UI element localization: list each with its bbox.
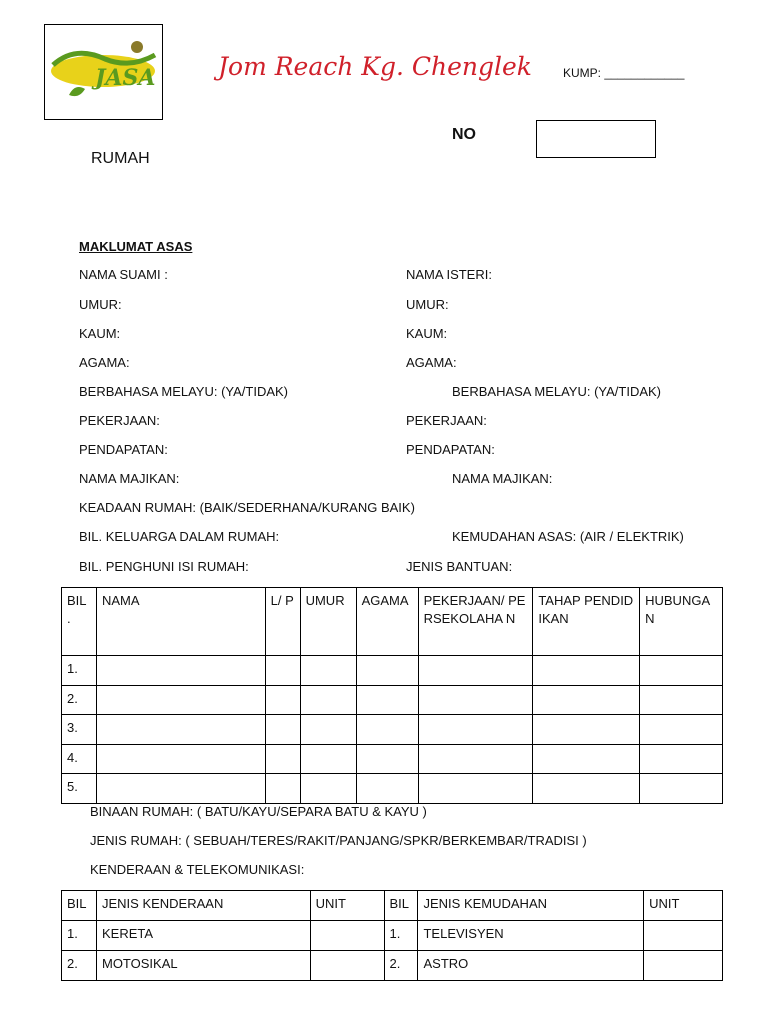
- section-title: MAKLUMAT ASAS: [79, 239, 193, 254]
- rumah-label: RUMAH: [91, 150, 150, 167]
- cell-umur[interactable]: [300, 774, 356, 804]
- row-number: 1.: [62, 656, 97, 686]
- cell-umur[interactable]: [300, 656, 356, 686]
- row-number: 2.: [62, 951, 97, 981]
- cell-umur[interactable]: [300, 715, 356, 745]
- col-header-bil: BIL: [384, 891, 418, 921]
- cell-hubungan[interactable]: [640, 656, 723, 686]
- cell-tahap[interactable]: [533, 656, 640, 686]
- kenderaan-heading: KENDERAAN & TELEKOMUNIKASI:: [90, 862, 305, 877]
- household-header-row: [62, 588, 723, 656]
- facility-unit-cell[interactable]: [644, 921, 723, 951]
- cell-nama[interactable]: [96, 774, 265, 804]
- field-nama-isteri: NAMA ISTERI:: [406, 267, 492, 282]
- col-header-hubungan: HUBUNGA N: [640, 588, 723, 656]
- logo-box: [44, 24, 163, 120]
- field-majikan-isteri: NAMA MAJIKAN:: [452, 471, 553, 486]
- kump-label: KUMP: ____________: [563, 66, 685, 80]
- row-number: 4.: [62, 745, 97, 774]
- cell-tahap[interactable]: [533, 715, 640, 745]
- field-bil-penghuni: BIL. PENGHUNI ISI RUMAH:: [79, 559, 249, 574]
- row-number: 5.: [62, 774, 97, 804]
- cell-nama[interactable]: [96, 656, 265, 686]
- table-row: [62, 921, 723, 951]
- cell-nama[interactable]: [96, 686, 265, 715]
- col-header-nama: NAMA: [96, 588, 265, 656]
- cell-lp[interactable]: [265, 686, 300, 715]
- vehicle-unit-cell[interactable]: [310, 921, 384, 951]
- jenis-rumah-line: JENIS RUMAH: ( SEBUAH/TERES/RAKIT/PANJANG/SPKR/BERKEMBAR/TRADISI ): [90, 833, 587, 848]
- vehicle-header-row: [62, 891, 723, 921]
- cell-agama[interactable]: [356, 686, 418, 715]
- field-umur-isteri: UMUR:: [406, 297, 449, 312]
- field-pekerjaan-isteri: PEKERJAAN:: [406, 413, 487, 428]
- no-label: NO: [452, 126, 476, 143]
- cell-pekerjaan[interactable]: [418, 656, 533, 686]
- cell-tahap[interactable]: [533, 774, 640, 804]
- col-header-bil: BIL: [62, 891, 97, 921]
- facility-unit-cell[interactable]: [644, 951, 723, 981]
- cell-pekerjaan[interactable]: [418, 715, 533, 745]
- col-header-jenis-kenderaan: JENIS KENDERAAN: [96, 891, 310, 921]
- field-agama-suami: AGAMA:: [79, 355, 130, 370]
- table-row: [62, 686, 723, 715]
- vehicle-table: [61, 890, 723, 981]
- field-agama-isteri: AGAMA:: [406, 355, 457, 370]
- field-bahasa-isteri: BERBAHASA MELAYU: (YA/TIDAK): [452, 384, 662, 399]
- cell-lp[interactable]: [265, 774, 300, 804]
- row-number: 2.: [384, 951, 418, 981]
- field-pendapatan-isteri: PENDAPATAN:: [406, 442, 495, 457]
- cell-nama[interactable]: [96, 745, 265, 774]
- cell-hubungan[interactable]: [640, 774, 723, 804]
- field-nama-suami: NAMA SUAMI :: [79, 267, 168, 282]
- cell-umur[interactable]: [300, 745, 356, 774]
- field-jenis-bantuan: JENIS BANTUAN:: [406, 559, 513, 574]
- table-row: [62, 656, 723, 686]
- page-title: Jom Reach Kg. Chenglek: [218, 52, 532, 81]
- cell-pekerjaan[interactable]: [418, 686, 533, 715]
- cell-nama[interactable]: [96, 715, 265, 745]
- cell-pekerjaan[interactable]: [418, 774, 533, 804]
- cell-lp[interactable]: [265, 715, 300, 745]
- field-bahasa-suami: BERBAHASA MELAYU: (YA/TIDAK): [79, 384, 289, 399]
- cell-lp[interactable]: [265, 745, 300, 774]
- row-number: 3.: [62, 715, 97, 745]
- cell-hubungan[interactable]: [640, 715, 723, 745]
- vehicle-name: MOTOSIKAL: [96, 951, 310, 981]
- col-header-pekerjaan: PEKERJAAN/ PERSEKOLAHA N: [418, 588, 533, 656]
- cell-agama[interactable]: [356, 745, 418, 774]
- cell-tahap[interactable]: [533, 686, 640, 715]
- col-header-agama: AGAMA: [356, 588, 418, 656]
- table-row: [62, 715, 723, 745]
- field-pekerjaan-suami: PEKERJAAN:: [79, 413, 160, 428]
- row-number: 2.: [62, 686, 97, 715]
- row-number: 1.: [62, 921, 97, 951]
- cell-agama[interactable]: [356, 774, 418, 804]
- field-kaum-isteri: KAUM:: [406, 326, 448, 341]
- household-table: [61, 587, 723, 804]
- col-header-lp: L/ P: [265, 588, 300, 656]
- vehicle-unit-cell[interactable]: [310, 951, 384, 981]
- col-header-jenis-kemudahan: JENIS KEMUDAHAN: [418, 891, 644, 921]
- vehicle-name: KERETA: [96, 921, 310, 951]
- cell-umur[interactable]: [300, 686, 356, 715]
- cell-lp[interactable]: [265, 656, 300, 686]
- field-majikan-suami: NAMA MAJIKAN:: [79, 471, 180, 486]
- cell-tahap[interactable]: [533, 745, 640, 774]
- facility-name: ASTRO: [418, 951, 644, 981]
- logo-text: JASA: [95, 65, 156, 91]
- binaan-rumah-line: BINAAN RUMAH: ( BATU/KAYU/SEPARA BATU & KAYU ): [90, 804, 427, 819]
- facility-name: TELEVISYEN: [418, 921, 644, 951]
- table-row: [62, 745, 723, 774]
- col-header-bil: BIL .: [62, 588, 97, 656]
- no-input-box[interactable]: [536, 120, 656, 158]
- col-header-tahap: TAHAP PENDIDIKAN: [533, 588, 640, 656]
- cell-hubungan[interactable]: [640, 686, 723, 715]
- field-keadaan-rumah: KEADAAN RUMAH: (BAIK/SEDERHANA/KURANG BAIK): [79, 500, 415, 515]
- field-kaum-suami: KAUM:: [79, 326, 121, 341]
- field-kemudahan-asas: KEMUDAHAN ASAS: (AIR / ELEKTRIK): [452, 529, 684, 544]
- table-row: [62, 951, 723, 981]
- cell-agama[interactable]: [356, 656, 418, 686]
- col-header-unit: UNIT: [310, 891, 384, 921]
- table-row: [62, 774, 723, 804]
- cell-pekerjaan[interactable]: [418, 745, 533, 774]
- cell-hubungan[interactable]: [640, 745, 723, 774]
- field-pendapatan-suami: PENDAPATAN:: [79, 442, 168, 457]
- col-header-umur: UMUR: [300, 588, 356, 656]
- field-bil-keluarga: BIL. KELUARGA DALAM RUMAH:: [79, 529, 280, 544]
- field-umur-suami: UMUR:: [79, 297, 122, 312]
- cell-agama[interactable]: [356, 715, 418, 745]
- jasa-logo: [45, 25, 162, 119]
- col-header-unit: UNIT: [644, 891, 723, 921]
- row-number: 1.: [384, 921, 418, 951]
